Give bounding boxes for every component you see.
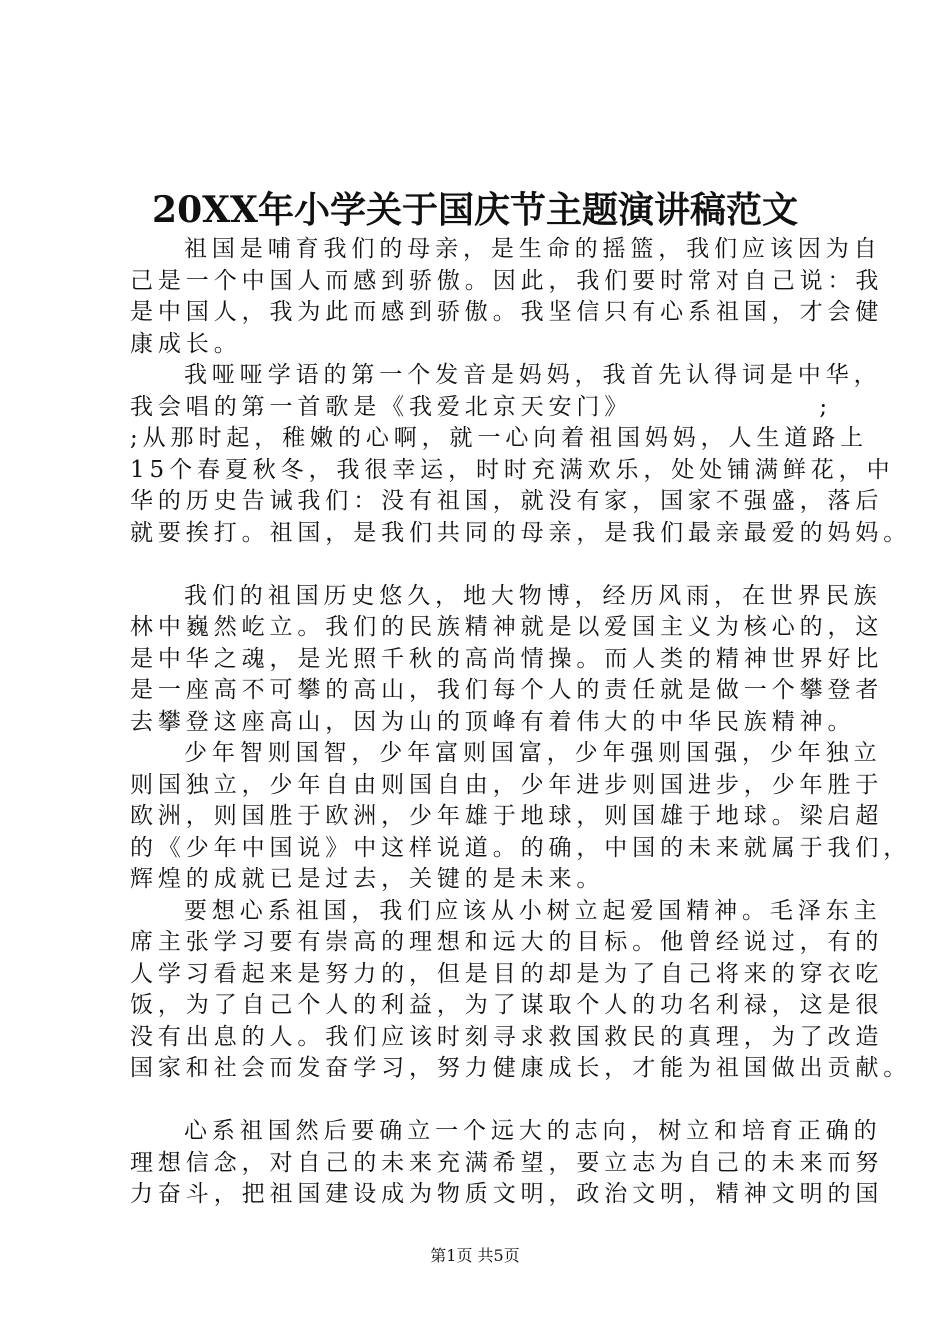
text-line: 辉煌的成就已是过去，关键的是未来。 bbox=[130, 866, 605, 892]
text-line: 力奋斗，把祖国建设成为物质文明，政治文明，精神文明的国 bbox=[130, 1181, 884, 1207]
text-line: 没有出息的人。我们应该时刻寻求救国救民的真理，为了改造 bbox=[130, 1023, 884, 1050]
text-line: 就要挨打。祖国，是我们共同的母亲，是我们最亲最爱的妈妈。 bbox=[130, 519, 912, 546]
text-line: ;从那时起，稚嫩的心啊，就一心向着祖国妈妈，人生道路上 bbox=[130, 425, 869, 451]
text-segment: 我会唱的第一首歌是《我爱北京天安门》 bbox=[130, 393, 633, 420]
paragraph-gap bbox=[130, 1085, 832, 1117]
text-line: 国家和社会而发奋学习，努力健康成长，才能为祖国做出贡献。 bbox=[130, 1055, 912, 1081]
text-line: 人学习看起来是努力的，但是目的却是为了自己将来的穿衣吃 bbox=[130, 960, 884, 987]
text-line: 则国独立，少年自由则国自由，少年进步则国进步，少年胜于 bbox=[130, 771, 884, 798]
page-footer: 第1页 共5页 bbox=[430, 1246, 520, 1265]
text-line: 的《少年中国说》中这样说道。的确，中国的未来就属于我们， bbox=[130, 834, 912, 861]
text-line: 席主张学习要有崇高的理想和远大的目标。他曾经说过，有的 bbox=[130, 929, 884, 955]
text-segment: ; bbox=[819, 393, 832, 420]
text-line: 祖国是哺育我们的母亲，是生命的摇篮，我们应该因为自 bbox=[184, 236, 882, 262]
text-line: 是一座高不可攀的高山，我们每个人的责任就是做一个攀登者 bbox=[130, 677, 884, 703]
text-line: 要想心系祖国，我们应该从小树立起爱国精神。毛泽东主 bbox=[184, 897, 882, 924]
paragraph-gap bbox=[130, 549, 832, 581]
text-line: 少年智则国智，少年富则国富，少年强则国强，少年独立 bbox=[184, 740, 882, 766]
text-line: 我哑哑学语的第一个发音是妈妈，我首先认得词是中华， bbox=[184, 362, 882, 388]
text-line: 华的历史告诫我们：没有祖国，就没有家，国家不强盛，落后 bbox=[130, 488, 884, 514]
document-title: 20XX年小学关于国庆节主题演讲稿范文 bbox=[152, 189, 798, 231]
text-line: 饭，为了自己个人的利益，为了谋取个人的功名利禄，这是很 bbox=[130, 992, 884, 1018]
text-line: 15个春夏秋冬，我很幸运，时时充满欢乐，处处铺满鲜花，中 bbox=[130, 456, 895, 483]
text-line: 是中国人，我为此而感到骄傲。我坚信只有心系祖国，才会健 bbox=[130, 299, 884, 325]
text-line: 去攀登这座高山，因为山的顶峰有着伟大的中华民族精神。 bbox=[130, 708, 856, 735]
text-line: 欧洲，则国胜于欧洲，少年雄于地球，则国雄于地球。梁启超 bbox=[130, 803, 884, 829]
text-line-justified bbox=[130, 392, 832, 424]
text-line: 康成长。 bbox=[130, 330, 242, 357]
text-line: 林中巍然屹立。我们的民族精神就是以爱国主义为核心的，这 bbox=[130, 614, 884, 640]
text-line: 理想信念，对自己的未来充满希望，要立志为自己的未来而努 bbox=[130, 1149, 884, 1176]
text-line: 我们的祖国历史悠久，地大物博，经历风雨，在世界民族 bbox=[184, 582, 882, 609]
text-line: 己是一个中国人而感到骄傲。因此，我们要时常对自己说：我 bbox=[130, 267, 884, 294]
text-line: 是中华之魂，是光照千秋的高尚情操。而人类的精神世界好比 bbox=[130, 645, 884, 672]
document-body bbox=[130, 234, 912, 1211]
text-line: 心系祖国然后要确立一个远大的志向，树立和培育正确的 bbox=[184, 1118, 882, 1144]
